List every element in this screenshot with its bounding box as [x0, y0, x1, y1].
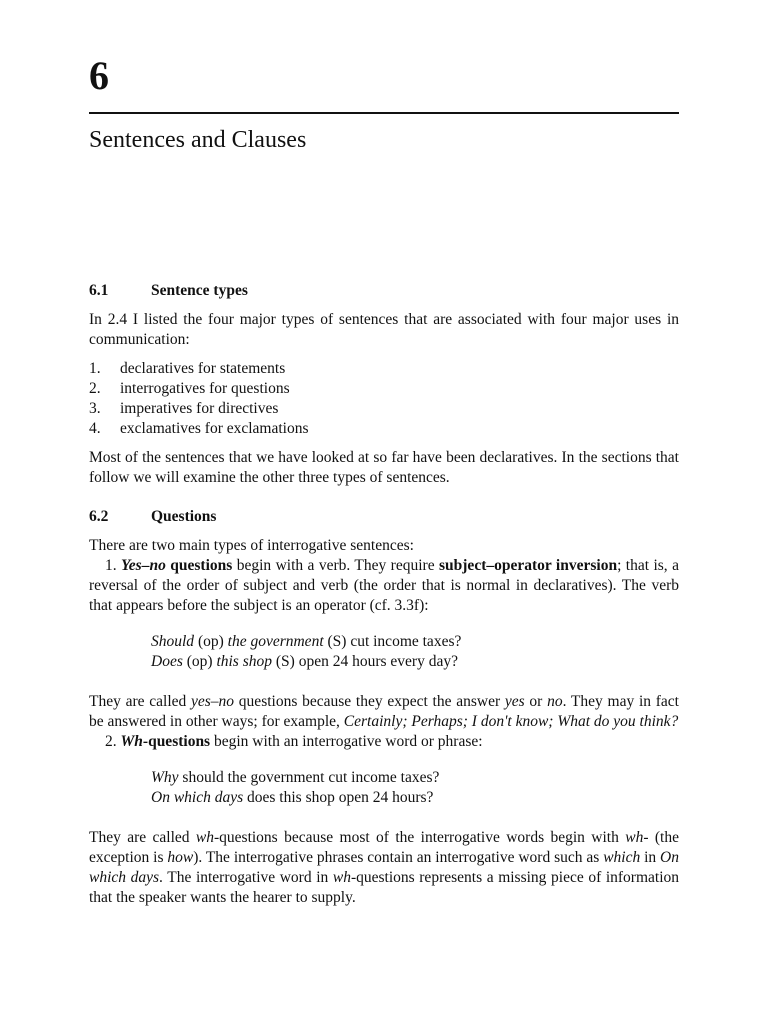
section-number: 6.1 — [89, 282, 109, 299]
sentence-types-list — [89, 359, 679, 439]
paragraph-yes-no-explained: They are called yes–no questions because they expect the answer yes or no. They may in fact be answered in other ways; for example, Certainly; Perhaps; I don't know; What do you think? — [89, 693, 679, 730]
paragraph-wh: 2. Wh-questions begin with an interrogative word or phrase: — [105, 733, 483, 750]
list-item: 3. imperatives for directives — [89, 400, 279, 417]
paragraph-questions-intro: There are two main types of interrogative sentences: — [89, 537, 414, 554]
example-line: Why should the government cut income taxes? — [151, 769, 440, 786]
section-heading-6-1 — [89, 281, 679, 301]
page-body — [89, 281, 679, 917]
paragraph-yes-no: 1. Yes–no questions begin with a verb. They require subject–operator inversion; that is, a reversal of the order of subject and verb (the order that is normal in declaratives). The verb that appears before the subject is an operator (cf. 3.3f): — [89, 557, 679, 614]
chapter-title: Sentences and Clauses — [89, 127, 307, 153]
list-item: 1. declaratives for statements — [89, 360, 286, 377]
section-number: 6.2 — [89, 508, 109, 525]
chapter-number: 6 — [89, 53, 109, 98]
example-block-wh — [151, 768, 679, 808]
chapter-rule — [89, 112, 679, 114]
section-heading-6-2 — [89, 507, 679, 527]
paragraph-wh-explained: They are called wh-questions because most of the interrogative words begin with wh- (the exception is how). The interrogative phrases contain an interrogative word such as which in On which days. The interrogative word in wh-questions represents a missing piece of information that the speaker wants the hearer to supply. — [89, 829, 680, 906]
example-line: Should (op) the government (S) cut income taxes? — [151, 633, 462, 650]
list-item: 2. interrogatives for questions — [89, 380, 290, 397]
paragraph-intro: In 2.4 I listed the four major types of sentences that are associated with four major uses in communication: — [89, 311, 679, 348]
paragraph-after-list: Most of the sentences that we have looked at so far have been declaratives. In the sections that follow we will examine the other three types of sentences. — [89, 449, 679, 486]
list-item: 4. exclamatives for exclamations — [89, 420, 309, 437]
section-title: Sentence types — [151, 282, 248, 299]
section-title: Questions — [151, 508, 217, 525]
example-line: On which days does this shop open 24 hours? — [151, 789, 434, 806]
example-block-yes-no — [151, 632, 679, 672]
example-line: Does (op) this shop (S) open 24 hours every day? — [151, 653, 458, 670]
